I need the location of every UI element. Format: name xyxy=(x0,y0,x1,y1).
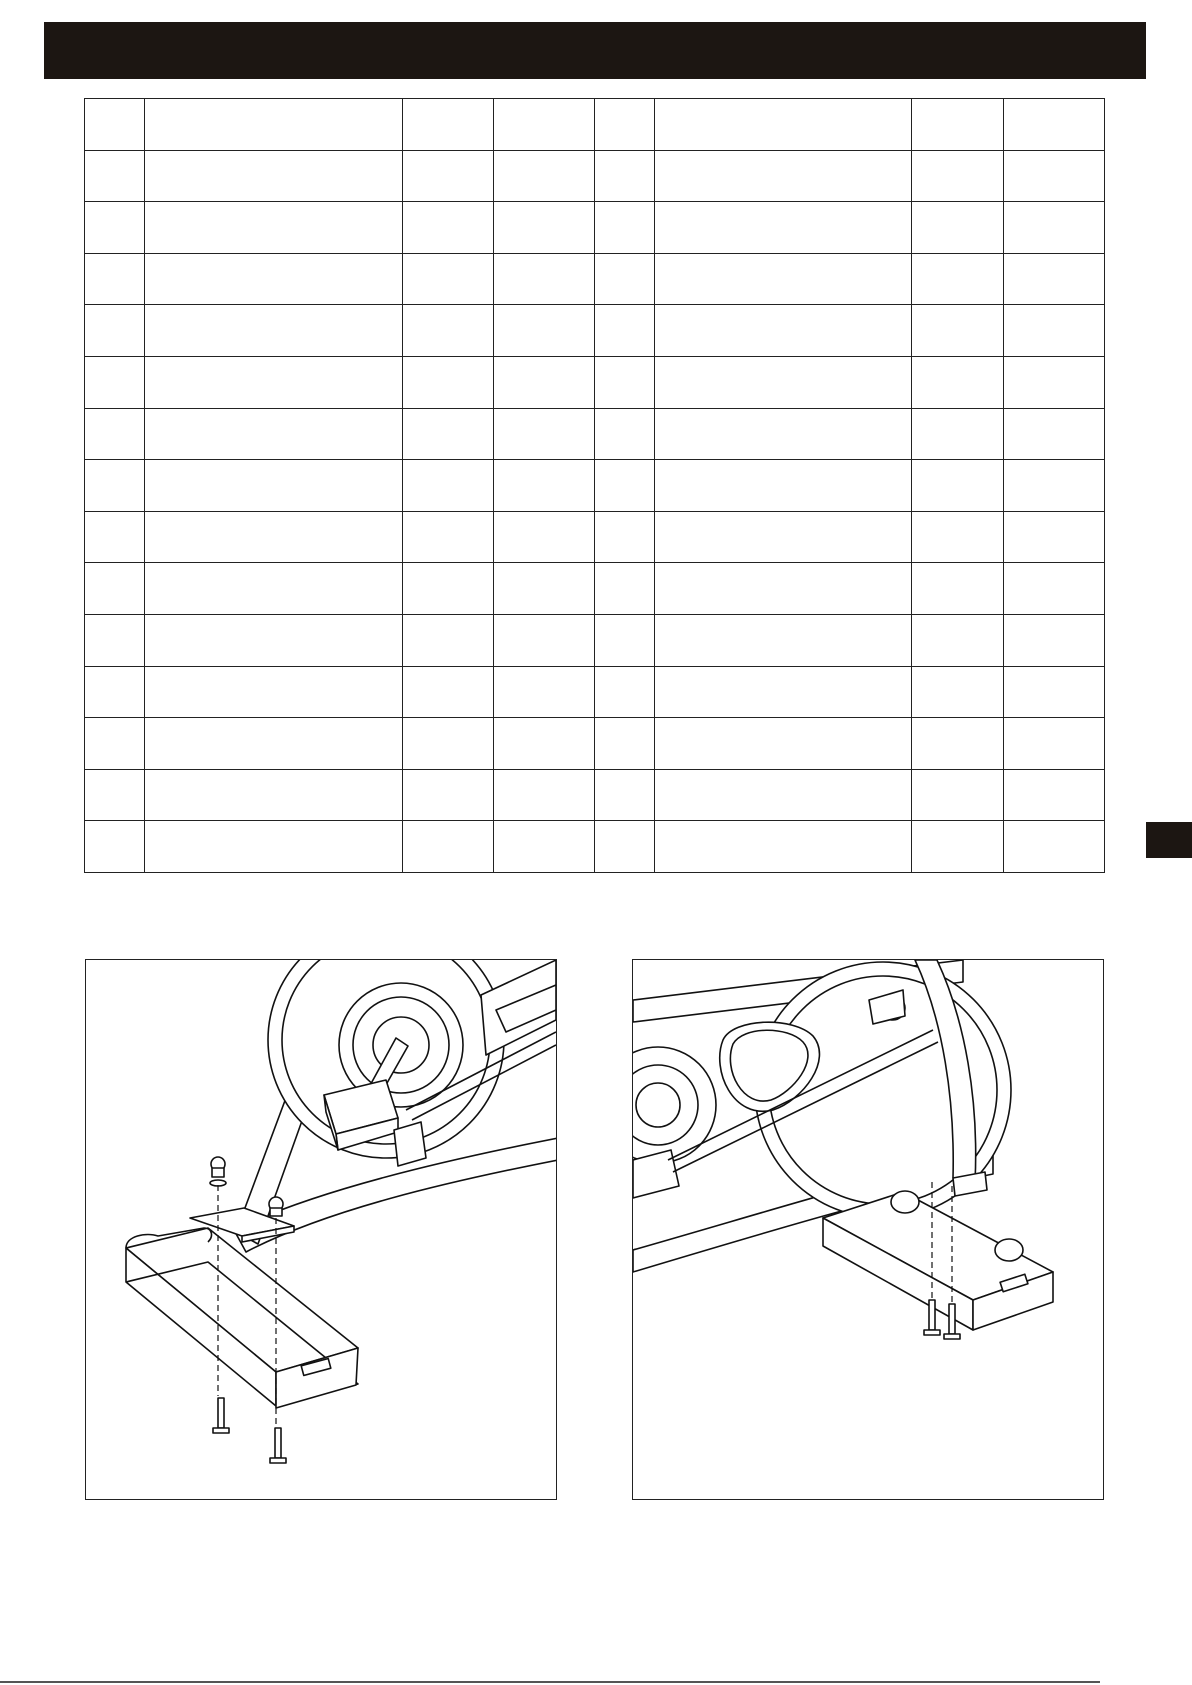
table-cell xyxy=(85,666,145,718)
table-cell xyxy=(655,202,912,254)
table-cell xyxy=(655,408,912,460)
table-row xyxy=(85,305,1105,357)
table-row xyxy=(85,666,1105,718)
table-cell xyxy=(595,150,655,202)
table-row xyxy=(85,769,1105,821)
table-cell xyxy=(912,666,1004,718)
table-cell xyxy=(912,821,1004,873)
footer-rule xyxy=(0,1681,1100,1683)
table-cell xyxy=(145,99,403,151)
table-cell xyxy=(1004,563,1105,615)
table-cell xyxy=(403,150,494,202)
table-cell xyxy=(494,769,595,821)
table-cell xyxy=(912,614,1004,666)
table-cell xyxy=(655,253,912,305)
table-cell xyxy=(655,150,912,202)
table-cell xyxy=(494,460,595,512)
table-cell xyxy=(85,511,145,563)
table-row xyxy=(85,253,1105,305)
table-cell xyxy=(85,202,145,254)
table-cell xyxy=(494,718,595,770)
table-cell xyxy=(145,511,403,563)
table-cell xyxy=(1004,202,1105,254)
table-cell xyxy=(1004,769,1105,821)
table-cell xyxy=(595,356,655,408)
table-cell xyxy=(145,408,403,460)
table-cell xyxy=(912,150,1004,202)
table-cell xyxy=(85,305,145,357)
table-cell xyxy=(145,305,403,357)
table-cell xyxy=(494,305,595,357)
table-cell xyxy=(1004,99,1105,151)
table-cell xyxy=(85,718,145,770)
table-cell xyxy=(655,821,912,873)
table-cell xyxy=(655,718,912,770)
table-row xyxy=(85,99,1105,151)
table-cell xyxy=(912,356,1004,408)
table-cell xyxy=(912,99,1004,151)
table-cell xyxy=(494,821,595,873)
table-cell xyxy=(403,511,494,563)
table-cell xyxy=(912,202,1004,254)
table-row xyxy=(85,718,1105,770)
table-cell xyxy=(494,666,595,718)
table-cell xyxy=(85,769,145,821)
table-cell xyxy=(1004,460,1105,512)
table-cell xyxy=(912,563,1004,615)
table-cell xyxy=(403,99,494,151)
table-cell xyxy=(145,563,403,615)
table-cell xyxy=(595,305,655,357)
table-cell xyxy=(403,460,494,512)
table-cell xyxy=(1004,666,1105,718)
table-cell xyxy=(1004,408,1105,460)
table-cell xyxy=(494,408,595,460)
table-cell xyxy=(403,305,494,357)
table-cell xyxy=(494,511,595,563)
table-cell xyxy=(494,614,595,666)
table-row xyxy=(85,150,1105,202)
figure-front-stabilizer xyxy=(85,959,557,1500)
table-cell xyxy=(494,563,595,615)
parts-list-table xyxy=(84,98,1105,873)
table-cell xyxy=(403,253,494,305)
table-cell xyxy=(1004,614,1105,666)
table-row xyxy=(85,460,1105,512)
table-cell xyxy=(595,202,655,254)
table-cell xyxy=(912,253,1004,305)
table-cell xyxy=(145,150,403,202)
table-cell xyxy=(85,150,145,202)
table-row xyxy=(85,408,1105,460)
table-cell xyxy=(403,202,494,254)
table-cell xyxy=(655,460,912,512)
front-stabilizer-drawing xyxy=(86,960,556,1499)
table-row xyxy=(85,614,1105,666)
table-cell xyxy=(655,666,912,718)
table-cell xyxy=(145,614,403,666)
table-cell xyxy=(85,408,145,460)
table-cell xyxy=(85,356,145,408)
table-cell xyxy=(595,511,655,563)
table-cell xyxy=(912,769,1004,821)
table-cell xyxy=(1004,718,1105,770)
table-cell xyxy=(655,305,912,357)
table-cell xyxy=(403,356,494,408)
table-cell xyxy=(1004,150,1105,202)
table-cell xyxy=(595,563,655,615)
table-cell xyxy=(494,356,595,408)
table-cell xyxy=(403,666,494,718)
table-cell xyxy=(494,253,595,305)
table-cell xyxy=(85,99,145,151)
table-cell xyxy=(403,563,494,615)
table-cell xyxy=(1004,356,1105,408)
parts-table-body xyxy=(85,99,1105,873)
table-cell xyxy=(145,202,403,254)
table-cell xyxy=(655,356,912,408)
table-cell xyxy=(655,614,912,666)
table-cell xyxy=(494,150,595,202)
table-cell xyxy=(1004,821,1105,873)
table-cell xyxy=(85,460,145,512)
table-cell xyxy=(145,718,403,770)
table-cell xyxy=(912,408,1004,460)
table-cell xyxy=(145,666,403,718)
table-cell xyxy=(145,253,403,305)
table-cell xyxy=(403,821,494,873)
table-cell xyxy=(912,460,1004,512)
section-side-tab xyxy=(1146,822,1192,858)
table-row xyxy=(85,356,1105,408)
table-row xyxy=(85,202,1105,254)
table-cell xyxy=(595,408,655,460)
table-cell xyxy=(145,821,403,873)
table-cell xyxy=(403,769,494,821)
table-cell xyxy=(145,460,403,512)
table-row xyxy=(85,821,1105,873)
table-row xyxy=(85,511,1105,563)
rear-stabilizer-drawing xyxy=(633,960,1103,1499)
table-cell xyxy=(595,253,655,305)
table-cell xyxy=(595,718,655,770)
table-cell xyxy=(595,614,655,666)
table-cell xyxy=(912,511,1004,563)
table-cell xyxy=(912,305,1004,357)
table-cell xyxy=(1004,305,1105,357)
table-cell xyxy=(403,718,494,770)
table-cell xyxy=(85,253,145,305)
figure-rear-stabilizer xyxy=(632,959,1104,1500)
table-cell xyxy=(145,356,403,408)
table-cell xyxy=(1004,511,1105,563)
header-bar xyxy=(44,22,1146,79)
table-cell xyxy=(403,408,494,460)
table-cell xyxy=(403,614,494,666)
table-cell xyxy=(912,718,1004,770)
table-cell xyxy=(655,563,912,615)
table-row xyxy=(85,563,1105,615)
table-cell xyxy=(494,202,595,254)
table-cell xyxy=(85,563,145,615)
table-cell xyxy=(595,821,655,873)
table-cell xyxy=(145,769,403,821)
table-cell xyxy=(595,460,655,512)
table-cell xyxy=(1004,253,1105,305)
table-cell xyxy=(595,769,655,821)
table-cell xyxy=(595,99,655,151)
table-cell xyxy=(655,769,912,821)
table-cell xyxy=(655,511,912,563)
table-cell xyxy=(85,821,145,873)
table-cell xyxy=(655,99,912,151)
table-cell xyxy=(85,614,145,666)
table-cell xyxy=(494,99,595,151)
table-cell xyxy=(595,666,655,718)
